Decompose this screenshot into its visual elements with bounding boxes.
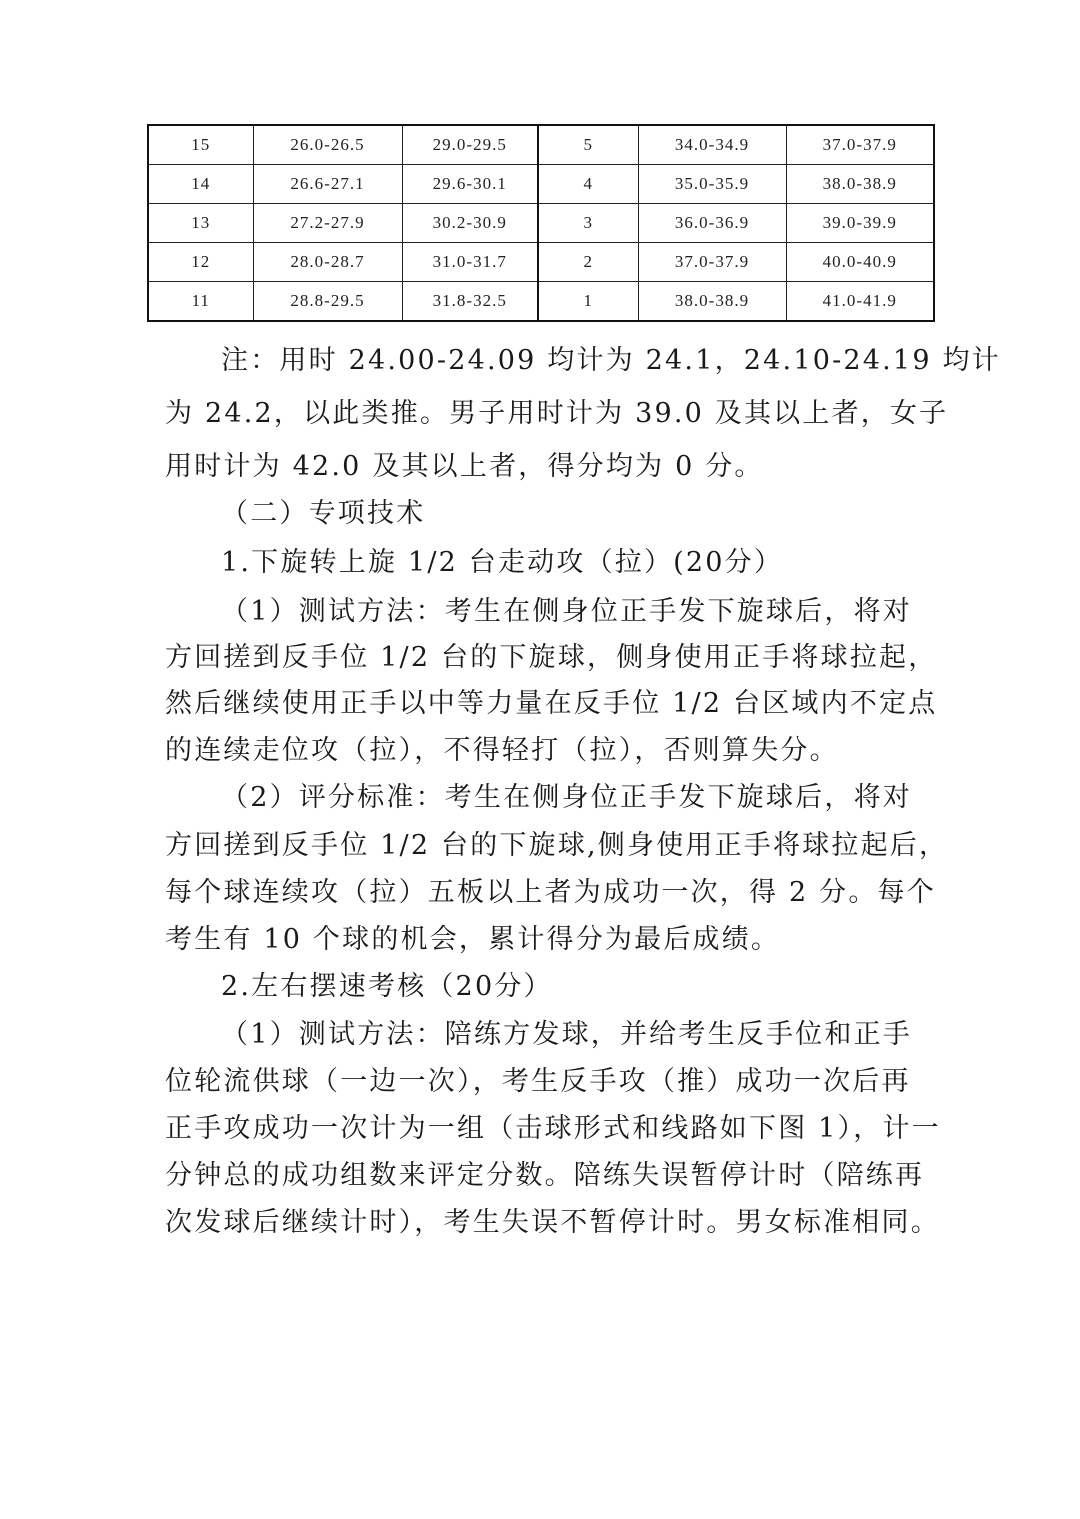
table-cell: 36.0-36.9 [638, 204, 786, 243]
table-cell: 29.6-30.1 [402, 165, 538, 204]
paragraph-line: 然后继续使用正手以中等力量在反手位 1/2 台区域内不定点 [165, 688, 938, 719]
table-cell: 28.0-28.7 [253, 243, 402, 282]
paragraph-line: 为 24.2，以此类推。男子用时计为 39.0 及其以上者，女子 [165, 398, 949, 429]
table-cell: 40.0-40.9 [786, 243, 934, 282]
subsection-heading: 2.左右摆速考核（20分） [221, 971, 553, 1002]
paragraph-line: 的连续走位攻（拉），不得轻打（拉），否则算失分。 [165, 735, 839, 766]
table-cell: 31.0-31.7 [402, 243, 538, 282]
paragraph-line: 方回搓到反手位 1/2 台的下旋球，侧身使用正手将球拉起， [165, 642, 938, 673]
table-cell: 2 [538, 243, 638, 282]
table-cell: 38.0-38.9 [786, 165, 934, 204]
table-row [148, 243, 934, 282]
table-cell: 37.0-37.9 [638, 243, 786, 282]
paragraph-line: 考生有 10 个球的机会，累计得分为最后成绩。 [165, 924, 781, 955]
table-cell: 14 [148, 165, 253, 204]
paragraph-line: 位轮流供球（一边一次），考生反手攻（推）成功一次后再 [165, 1066, 911, 1097]
table-cell: 39.0-39.9 [786, 204, 934, 243]
table-row [148, 125, 934, 165]
paragraph-line: （1）测试方法：考生在侧身位正手发下旋球后，将对 [221, 596, 912, 627]
table-cell: 26.0-26.5 [253, 125, 402, 165]
paragraph-line: 方回搓到反手位 1/2 台的下旋球,侧身使用正手将球拉起后， [165, 830, 949, 861]
note-line: 注：用时 24.00-24.09 均计为 24.1，24.10-24.19 均计 [221, 345, 1001, 376]
table-cell: 27.2-27.9 [253, 204, 402, 243]
paragraph-line: （1）测试方法：陪练方发球，并给考生反手位和正手 [221, 1019, 912, 1050]
table-cell: 34.0-34.9 [638, 125, 786, 165]
section-heading: （二）专项技术 [221, 498, 426, 529]
table-cell: 38.0-38.9 [638, 282, 786, 322]
paragraph-line: 分钟总的成功组数来评定分数。陪练失误暂停计时（陪练再 [165, 1160, 925, 1191]
table-cell: 37.0-37.9 [786, 125, 934, 165]
table-cell: 35.0-35.9 [638, 165, 786, 204]
paragraph-line: 每个球连续攻（拉）五板以上者为成功一次，得 2 分。每个 [165, 877, 936, 908]
paragraph-line: 正手攻成功一次计为一组（击球形式和线路如下图 1），计一 [165, 1113, 941, 1144]
paragraph-line: 用时计为 42.0 及其以上者，得分均为 0 分。 [165, 451, 764, 482]
table-row [148, 165, 934, 204]
table-cell: 41.0-41.9 [786, 282, 934, 322]
table-cell: 5 [538, 125, 638, 165]
table-cell: 15 [148, 125, 253, 165]
paragraph-line: （2）评分标准：考生在侧身位正手发下旋球后，将对 [221, 782, 912, 813]
table-cell: 11 [148, 282, 253, 322]
table-cell: 31.8-32.5 [402, 282, 538, 322]
table-row [148, 282, 934, 322]
table-cell: 3 [538, 204, 638, 243]
table-row [148, 204, 934, 243]
table-cell: 28.8-29.5 [253, 282, 402, 322]
table-cell: 13 [148, 204, 253, 243]
table-cell: 26.6-27.1 [253, 165, 402, 204]
table-cell: 12 [148, 243, 253, 282]
score-table [147, 124, 935, 322]
subsection-heading: 1.下旋转上旋 1/2 台走动攻（拉）(20分） [221, 547, 784, 578]
table-cell: 4 [538, 165, 638, 204]
paragraph-line: 次发球后继续计时），考生失误不暂停计时。男女标准相同。 [165, 1207, 940, 1238]
table-cell: 29.0-29.5 [402, 125, 538, 165]
table-cell: 30.2-30.9 [402, 204, 538, 243]
table-cell: 1 [538, 282, 638, 322]
